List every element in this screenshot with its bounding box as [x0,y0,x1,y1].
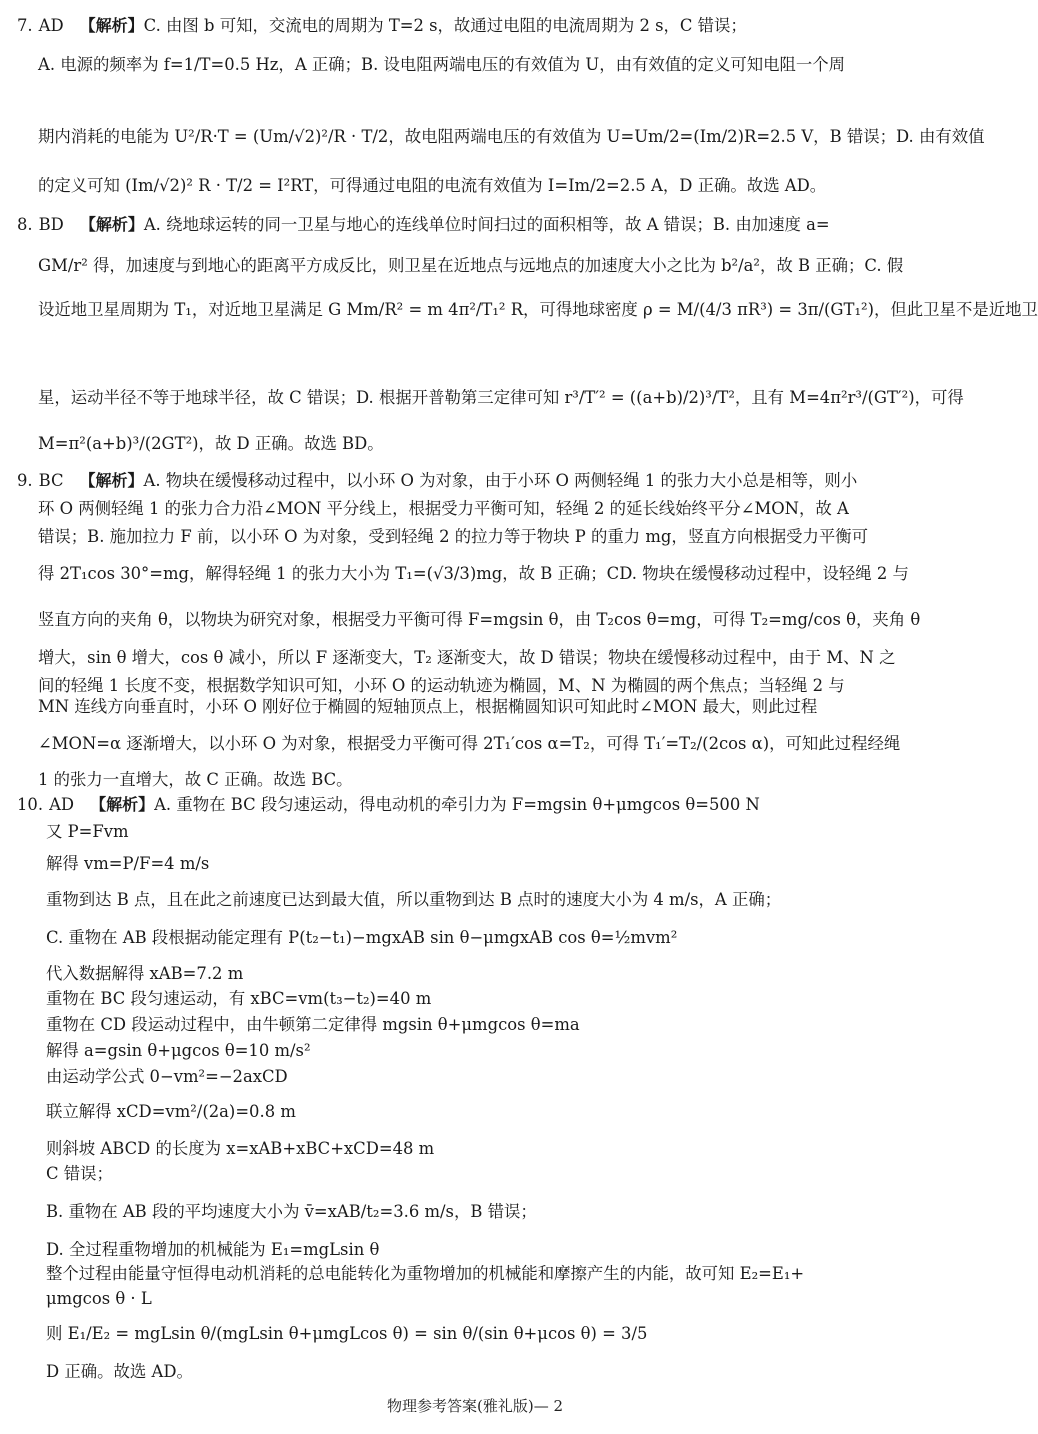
q10-line-14: B. 重物在 AB 段的平均速度大小为 v̄=xAB/t₂=3.6 m/s，B 错误； [46,1202,537,1221]
q9-line-3: 错误；B. 施加拉力 F 前，以小环 O 为对象，受到轻绳 2 的拉力等于物块 P 的重力 mg，竖直方向根据受力平衡可 [38,527,869,546]
q8-line-3: 设近地卫星周期为 T₁，对近地卫星满足 G Mm/R² = m 4π²/T₁² R，可得地球密度 ρ = M/(4/3 πR³) = 3π/(GT₁²)，但此卫星不是近地卫 [38,300,1038,319]
q10-line-16: 整个过程由能量守恒得电动机消耗的总电能转化为重物增加的机械能和摩擦产生的内能，故可知 E₂=E₁+ [46,1264,805,1283]
q10-line-1 [17,793,913,817]
q8-text-1: A. 绕地球运转的同一卫星与地心的连线单位时间扫过的面积相等，故 A 错误；B. 由加速度 a= [143,215,830,234]
q10-answer: AD [49,795,75,814]
q7-answer: AD [38,16,64,35]
q10-line-3: 解得 vm=P/F=4 m/s [46,854,210,873]
q8-line-4: 星，运动半径不等于地球半径，故 C 错误；D. 根据开普勒第三定律可知 r³/T′² = ((a+b)/2)³/T²，且有 M=4π²r³/(GT′²)，可得 [38,388,964,407]
q10-line-18: 则 E₁/E₂ = mgLsin θ/(mgLsin θ+μmgLcos θ) = sin θ/(sin θ+μcos θ) = 3/5 [46,1324,648,1343]
q9-text-1: A. 物块在缓慢移动过程中，以小环 O 为对象，由于小环 O 两侧轻绳 1 的张力大小总是相等，则小 [143,471,858,490]
q7-number: 7. [17,16,33,35]
q8-number: 8. [17,215,33,234]
q8-analysis-tag: 【解析】 [79,215,144,234]
q9-analysis-tag: 【解析】 [79,471,144,490]
q10-number: 10. [17,795,44,814]
q7-line-3: 期内消耗的电能为 U²/R·T = (Um/√2)²/R · T/2，故电阻两端电压的有效值为 U=Um/2=(Im/2)R=2.5 V，B 错误；D. 由有效值 [38,127,985,146]
q7-line-2: A. 电源的频率为 f=1/T=0.5 Hz，A 正确；B. 设电阻两端电压的有效值为 U，由有效值的定义可知电阻一个周 [38,55,846,74]
q10-line-19: D 正确。故选 AD。 [46,1362,193,1381]
q10-analysis-tag: 【解析】 [90,795,155,814]
q10-line-7: 重物在 BC 段匀速运动，有 xBC=vm(t₃−t₂)=40 m [46,989,432,1008]
q9-line-6: 增大，sin θ 增大，cos θ 减小，所以 F 逐渐变大，T₂ 逐渐变大，故 D 错误；物块在缓慢移动过程中，由于 M、N 之 [38,648,896,667]
q8-answer: BD [38,215,64,234]
q10-line-15: D. 全过程重物增加的机械能为 E₁=mgLsin θ [46,1240,380,1259]
q7-line-4: 的定义可知 (Im/√2)² R · T/2 = I²RT，可得通过电阻的电流有效值为 I=Im/2=2.5 A，D 正确。故选 AD。 [38,176,827,195]
q9-line-9: ∠MON=α 逐渐增大，以小环 O 为对象，根据受力平衡可得 2T₁′cos α=T₂，可得 T₁′=T₂/(2cos α)，可知此过程经绳 [38,734,901,753]
q10-line-12: 则斜坡 ABCD 的长度为 x=xAB+xBC+xCD=48 m [46,1139,435,1158]
q8-line-2: GM/r² 得，加速度与到地心的距离平方成反比，则卫星在近地点与远地点的加速度大小之比为 b²/a²，故 B 正确；C. 假 [38,256,904,275]
q7-text-1: C. 由图 b 可知，交流电的周期为 T=2 s，故通过电阻的电流周期为 2 s，C 错误； [143,16,747,35]
q10-line-4: 重物到达 B 点，且在此之前速度已达到最大值，所以重物到达 B 点时的速度大小为 4 m/s，A 正确； [46,890,782,909]
q9-line-2: 环 O 两侧轻绳 1 的张力合力沿∠MON 平分线上，根据受力平衡可知，轻绳 2 的延长线始终平分∠MON，故 A [38,499,849,518]
q9-line-7: 间的轻绳 1 长度不变，根据数学知识可知，小环 O 的运动轨迹为椭圆，M、N 为椭圆的两个焦点；当轻绳 2 与 [38,676,845,695]
q8-line-5: M=π²(a+b)³/(2GT²)，故 D 正确。故选 BD。 [38,434,384,453]
q10-line-2: 又 P=Fvm [46,822,129,841]
q7-analysis-tag: 【解析】 [79,16,144,35]
q7-line-1 [17,14,913,38]
q9-number: 9. [17,471,33,490]
q10-line-6: 代入数据解得 xAB=7.2 m [46,964,244,983]
q10-line-10: 由运动学公式 0−vm²=−2axCD [46,1067,288,1086]
q9-line-5: 竖直方向的夹角 θ，以物块为研究对象，根据受力平衡可得 F=mgsin θ，由 T₂cos θ=mg，可得 T₂=mg/cos θ，夹角 θ [38,610,921,629]
q10-line-13: C 错误； [46,1164,113,1183]
q10-line-17: μmgcos θ · L [46,1289,152,1308]
q10-line-9: 解得 a=gsin θ+μgcos θ=10 m/s² [46,1041,311,1060]
q10-line-11: 联立解得 xCD=vm²/(2a)=0.8 m [46,1102,296,1121]
q10-text-1: A. 重物在 BC 段匀速运动，得电动机的牵引力为 F=mgsin θ+μmgcos θ=500 N [154,795,760,814]
q9-answer: BC [38,471,64,490]
q8-line-1 [17,213,913,237]
q9-line-8: MN 连线方向垂直时，小环 O 刚好位于椭圆的短轴顶点上，根据椭圆知识可知此时∠MON 最大，则此过程 [38,697,818,716]
q10-line-5: C. 重物在 AB 段根据动能定理有 P(t₂−t₁)−mgxAB sin θ−μmgxAB cos θ=½mvm² [46,928,678,947]
page-footer: 物理参考答案(雅礼版)— 2 [386,1397,564,1415]
q9-line-1 [17,469,913,493]
q10-line-8: 重物在 CD 段运动过程中，由牛顿第二定律得 mgsin θ+μmgcos θ=ma [46,1015,580,1034]
q9-line-4: 得 2T₁cos 30°=mg，解得轻绳 1 的张力大小为 T₁=(√3/3)mg，故 B 正确；CD. 物块在缓慢移动过程中，设轻绳 2 与 [38,564,909,583]
q9-line-10: 1 的张力一直增大，故 C 正确。故选 BC。 [38,770,353,789]
